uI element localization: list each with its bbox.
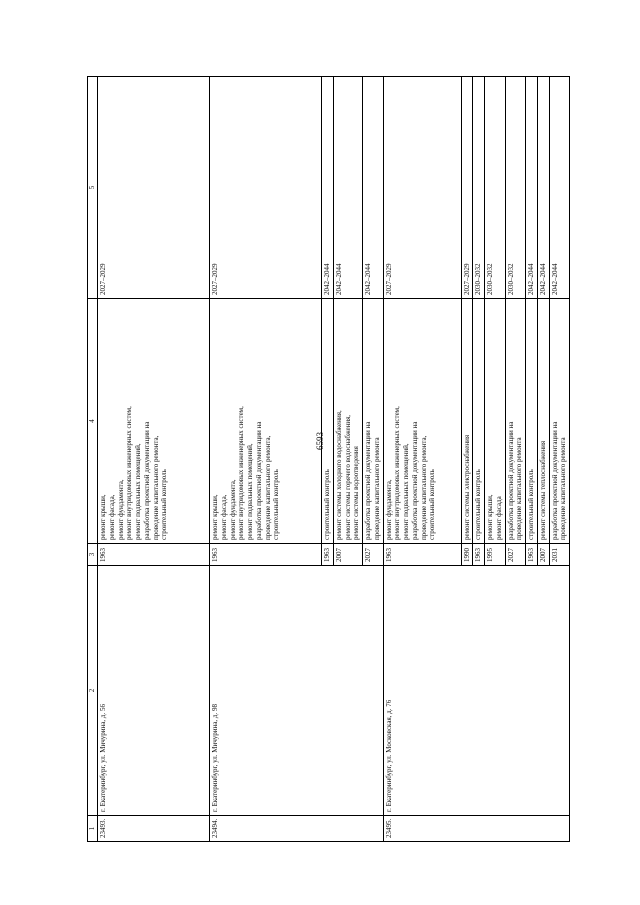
works-cell <box>473 299 485 544</box>
repair-schedule-table <box>87 76 570 842</box>
year-cell: 1963 <box>98 544 210 566</box>
period-cell: 2030–2032 <box>485 77 506 299</box>
table-body <box>98 77 570 842</box>
address-cell: г. Екатеринбург, ул. Московская, д. 76 <box>383 566 570 816</box>
work-item: ремонт подвальных помещений, <box>402 443 410 540</box>
address-cell: г. Екатеринбург, ул. Мичурина, д. 98 <box>210 566 384 816</box>
work-item: ремонт внутридомовых инженерных систем, <box>237 406 246 540</box>
rotated-table-container <box>87 77 567 842</box>
year-cell: 2031 <box>549 544 570 566</box>
work-item: ремонт фундамента, <box>116 479 125 540</box>
works-cell <box>210 299 322 544</box>
period-cell: 2042–2044 <box>549 77 570 299</box>
work-item: разработка проектной документации на <box>254 421 263 540</box>
year-cell: 1963 <box>473 544 485 566</box>
period-cell: 2042–2044 <box>526 77 538 299</box>
header-cell: 4 <box>88 299 98 544</box>
period-cell: 2030–2032 <box>473 77 485 299</box>
work-item: ремонт системы электроснабжения <box>462 434 471 540</box>
work-item: ремонт внутридомовых инженерных систем, <box>393 406 402 540</box>
period-cell: 2027–2029 <box>461 77 473 299</box>
work-item: ремонт фундамента, <box>228 479 237 540</box>
year-cell: 1963 <box>383 544 461 566</box>
work-item: разработка проектной документации на <box>364 421 372 540</box>
period-cell: 2027–2029 <box>210 77 322 299</box>
work-item: ремонт фасада, <box>107 494 116 540</box>
work-item: проведение капитального ремонта <box>515 437 524 540</box>
works-cell <box>526 299 538 544</box>
work-item: ремонт фундамента, <box>384 479 393 540</box>
work-item: строительный контроль <box>272 469 281 540</box>
header-cell: 2 <box>88 566 98 816</box>
works-cell <box>537 299 549 544</box>
year-cell: 1995 <box>485 544 506 566</box>
work-item: ремонт фасада <box>494 496 503 540</box>
work-item: разработка проектной документации на <box>550 421 559 540</box>
work-item: ремонт внутридомовых инженерных систем, <box>125 406 134 540</box>
works-cell <box>333 299 362 544</box>
work-item: ремонт крыши, <box>99 494 107 540</box>
table-row <box>383 77 461 842</box>
work-item: строительный контроль <box>323 469 331 540</box>
work-item: проведение капитального ремонта, <box>419 435 428 540</box>
header-cell: 3 <box>88 544 98 566</box>
table-row <box>98 77 210 842</box>
works-cell <box>98 299 210 544</box>
work-item: проведение капитального ремонта, <box>263 435 272 540</box>
header-row <box>88 77 98 842</box>
year-cell: 1963 <box>322 544 334 566</box>
work-item: проведение капитального ремонта <box>372 437 381 540</box>
works-cell <box>549 299 570 544</box>
works-cell <box>322 299 334 544</box>
year-cell: 2007 <box>537 544 549 566</box>
header-cell: 1 <box>88 816 98 842</box>
work-item: разработка проектной документации на <box>410 421 419 540</box>
year-cell: 1990 <box>461 544 473 566</box>
work-item: ремонт системы горячего водоснабжения, <box>343 414 352 540</box>
work-item: строительный контроль <box>527 469 535 540</box>
page-number: 6593 <box>315 432 325 450</box>
work-item: ремонт подвальных помещений, <box>246 443 254 540</box>
year-cell: 2027 <box>363 544 384 566</box>
period-cell: 2042–2044 <box>322 77 334 299</box>
year-cell: 2027 <box>505 544 526 566</box>
period-cell: 2042–2044 <box>333 77 362 299</box>
year-cell: 2007 <box>333 544 362 566</box>
row-number: 23493. <box>98 816 210 842</box>
works-cell <box>363 299 384 544</box>
work-item: разработка проектной документации на <box>506 421 515 540</box>
work-item: проведение капитального ремонта <box>559 437 568 540</box>
work-item: ремонт системы холодного водоснабжения, <box>334 410 343 540</box>
work-item: ремонт подвальных помещений, <box>134 443 142 540</box>
period-cell: 2027–2029 <box>383 77 461 299</box>
period-cell: 2027–2029 <box>98 77 210 299</box>
work-item: ремонт крыши, <box>211 494 219 540</box>
year-cell: 1963 <box>526 544 538 566</box>
address-cell: г. Екатеринбург, ул. Мичурина, д. 56 <box>98 566 210 816</box>
work-item: проведение капитального ремонта, <box>151 435 160 540</box>
row-number: 23494. <box>210 816 384 842</box>
works-cell <box>383 299 461 544</box>
work-item: разработка проектной документации на <box>142 421 151 540</box>
work-item: строительный контроль <box>428 469 437 540</box>
year-cell: 1963 <box>210 544 322 566</box>
period-cell: 2042–2044 <box>363 77 384 299</box>
works-cell <box>485 299 506 544</box>
work-item: ремонт системы водоотведения <box>352 446 361 540</box>
table-row <box>210 77 322 842</box>
work-item: ремонт крыши, <box>486 494 494 540</box>
period-cell: 2030–2032 <box>505 77 526 299</box>
works-cell <box>461 299 473 544</box>
work-item: строительный контроль <box>474 469 483 540</box>
period-cell: 2042–2044 <box>537 77 549 299</box>
row-number: 23495. <box>383 816 570 842</box>
work-item: строительный контроль <box>160 469 169 540</box>
work-item: ремонт фасада, <box>219 494 228 540</box>
header-cell: 5 <box>88 77 98 299</box>
works-cell <box>505 299 526 544</box>
work-item: ремонт системы теплоснабжения <box>538 440 547 540</box>
